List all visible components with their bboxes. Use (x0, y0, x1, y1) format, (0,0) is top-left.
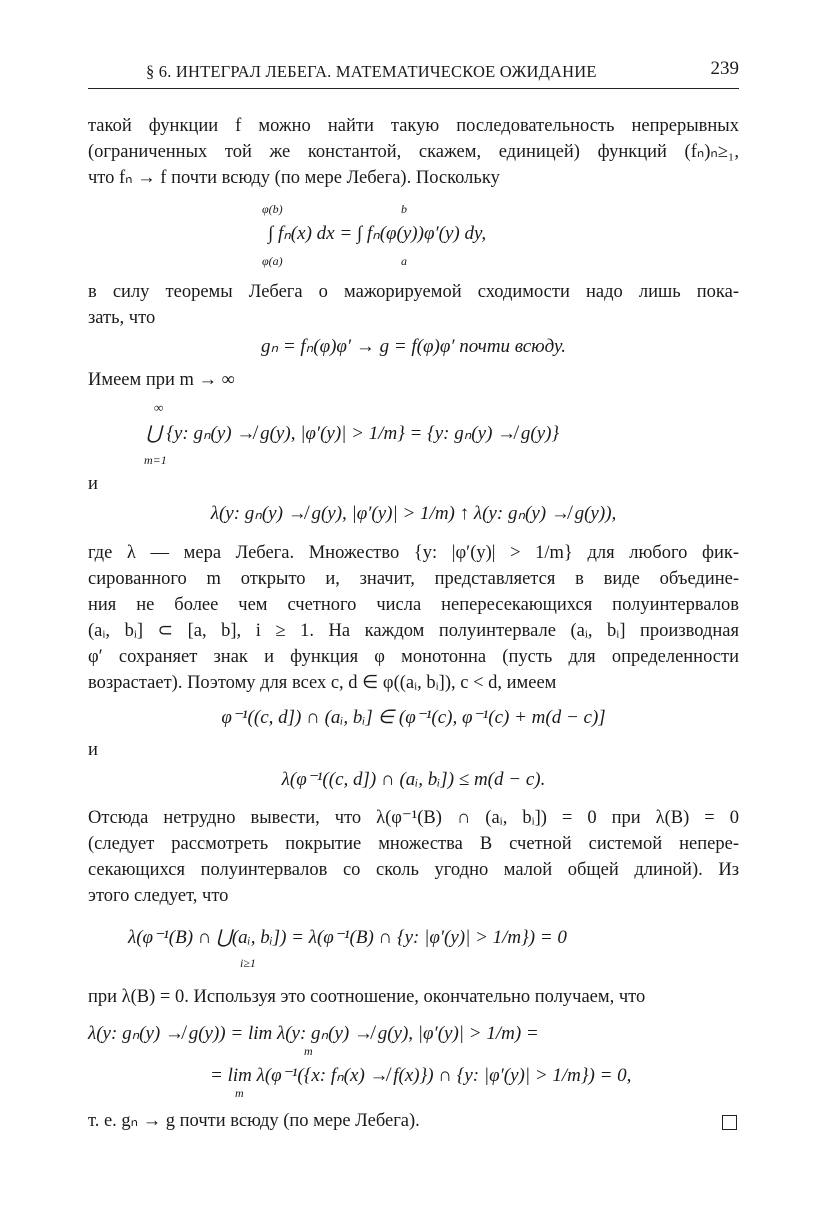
equation-2: gₙ = fₙ(φ)φ′ → g = f(φ)φ′ почти всюду. (261, 336, 566, 357)
paragraph-3: Имеем при m → ∞ (88, 370, 235, 390)
equation-3 (140, 400, 700, 470)
text-line: φ′ сохраняет знак и функция φ монотонна (пусть для определенности (88, 647, 739, 667)
union-upper-limit: ∞ (154, 400, 164, 415)
integral-upper-limit-right: b (401, 202, 407, 216)
paragraph-4 (88, 540, 739, 696)
paragraph-5 (88, 805, 739, 909)
paragraph-6 (88, 984, 739, 1010)
text-line: секающихся полуинтервалов со сколь угодно малой общей длиной). Из (88, 860, 739, 880)
equation-8b (210, 1064, 750, 1104)
text-line: (aᵢ, bᵢ] ⊂ [a, b], i ≥ 1. На каждом полуинтервале (aᵢ, bᵢ] производная (88, 621, 739, 641)
text-line: ния не более чем счетного числа непересекающихся полуинтервалов (88, 595, 739, 615)
union-lower-limit: m=1 (144, 453, 167, 467)
equation-body: = lim λ(φ⁻¹({x: fₙ(x) ↛ f(x)}) ∩ {y: |φ′(y)| > 1/m}) = 0, (210, 1065, 632, 1086)
text-line: сированного m открыто и, значит, представляется в виде объедине- (88, 569, 739, 589)
text-line: Отсюда нетрудно вывести, что λ(φ⁻¹(B) ∩ (aᵢ, bᵢ]) = 0 при λ(B) = 0 (88, 808, 739, 828)
equation-5: φ⁻¹((c, d]) ∩ (aᵢ, bᵢ] ∈ (φ⁻¹(c), φ⁻¹(c) + m(d − c)] (221, 707, 606, 728)
equation-6: λ(φ⁻¹((c, d]) ∩ (aᵢ, bᵢ]) ≤ m(d − c). (281, 769, 546, 790)
conjunction-and: и (88, 740, 98, 760)
text-line: этого следует, что (88, 886, 229, 906)
equation-1 (260, 202, 590, 272)
text-line: что fₙ → f почти всюду (по мере Лебега). Поскольку (88, 168, 500, 188)
equation-body: λ(y: gₙ(y) ↛ g(y)) = lim λ(y: gₙ(y) ↛ g(y), |φ′(y)| > 1/m) = (88, 1023, 539, 1044)
text-line: возрастает). Поэтому для всех c, d ∈ φ((aᵢ, bᵢ]), c < d, имеем (88, 673, 557, 693)
integral-lower-limit-right: a (401, 254, 407, 268)
equation-4: λ(y: gₙ(y) ↛ g(y), |φ′(y)| > 1/m) ↑ λ(y: gₙ(y) ↛ g(y)), (210, 503, 617, 524)
paragraph-1 (88, 113, 739, 191)
conjunction-and: и (88, 474, 98, 494)
text-line: где λ — мера Лебега. Множество {y: |φ′(y)| > 1/m} для любого фик- (88, 543, 739, 563)
text-line: в силу теоремы Лебега о мажорируемой сходимости надо лишь пока- (88, 282, 739, 302)
text-line: при λ(B) = 0. Используя это соотношение, окончательно получаем, что (88, 987, 646, 1007)
equation-8a (88, 1022, 708, 1062)
limit-subscript: m (304, 1044, 313, 1058)
paragraph-7: т. е. gₙ → g почти всюду (по мере Лебега). (88, 1111, 420, 1131)
text-line: зать, что (88, 308, 156, 328)
equation-body: λ(φ⁻¹(B) ∩ ⋃(aᵢ, bᵢ]) = λ(φ⁻¹(B) ∩ {y: |φ′(y)| > 1/m}) = 0 (128, 927, 567, 948)
qed-square-icon (722, 1115, 737, 1130)
paragraph-2 (88, 279, 739, 331)
integral-upper-limit-left: φ(b) (262, 202, 283, 216)
equation-body: ∫ fₙ(x) dx = ∫ fₙ(φ(y))φ′(y) dy, (268, 223, 487, 244)
limit-subscript: m (235, 1086, 244, 1100)
union-lower-limit: i≥1 (240, 956, 256, 970)
running-title: § 6. ИНТЕГРАЛ ЛЕБЕГА. МАТЕМАТИЧЕСКОЕ ОЖИДАНИЕ (146, 62, 597, 81)
equation-body: ⋃ {y: gₙ(y) ↛ g(y), |φ′(y)| > 1/m} = {y: gₙ(y) ↛ g(y)} (146, 423, 560, 444)
page-number: 239 (710, 58, 739, 79)
page-header (88, 58, 739, 89)
text-line: (следует рассмотреть покрытие множества B счетной системой непере- (88, 834, 739, 854)
text-line: такой функции f можно найти такую последовательность непрерывных (88, 116, 739, 136)
text-line: (ограниченных той же константой, скажем, единицей) функций (fₙ)ₙ≥₁, (88, 142, 739, 162)
equation-7 (128, 920, 728, 976)
integral-lower-limit-left: φ(a) (262, 254, 283, 268)
